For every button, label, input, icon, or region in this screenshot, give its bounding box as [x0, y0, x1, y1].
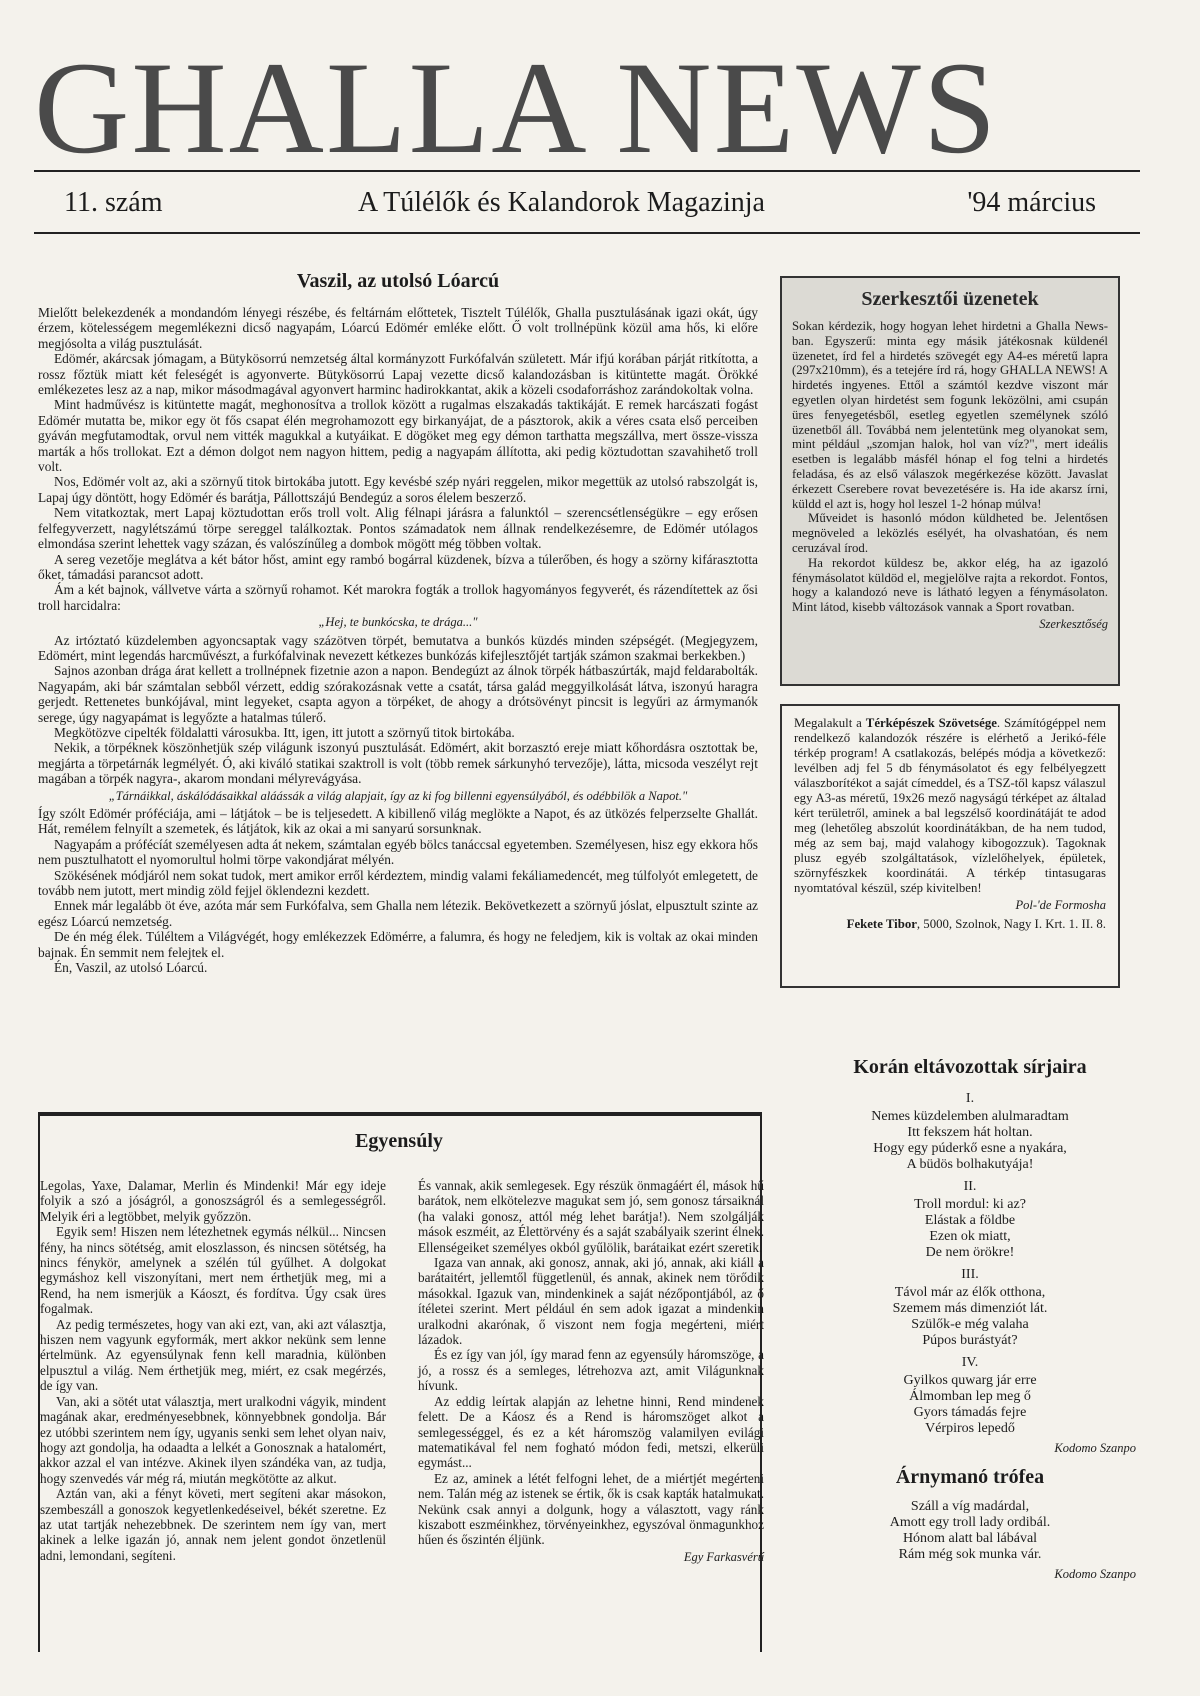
poem-line: Rám még sok munka vár. — [898, 1547, 1042, 1562]
article-paragraph: Edömér, akárcsak jómagam, a Bütykösorrú nemzetség által kormányzott Furkófalván született. Már ifjú korában párját ritkította, a rossz főztük miatt két feleségét is agyonverte. Bütykösorrú Lapaj vezette dicső kalandozásban is kitüntette magát. Örökké emlékezetes lesz az a nap, mikor másodmagával agyonvert harminc hadirokkantat, akik a közeli csodaforráshoz zarándokoltak volna. — [38, 351, 758, 398]
balance-rule-top — [38, 1112, 760, 1116]
masthead-rule-bottom — [34, 232, 1140, 234]
poem-line: Hónom alatt bal lábával — [902, 1531, 1038, 1546]
balance-paragraph: Igaza van annak, aki gonosz, annak, aki jó, annak, aki kiáll a barátaitért, jellemtől függetlenül, és annak, akinek nem törődik másokkal. Igazuk van, mindenkinek a saját nézőpontjából, az ő ítéletei szerint. Mert például én sem adok igazat a mindenkin uralkodni akarónak, ő viszont nem fogja megérteni, miért lázadok. — [418, 1255, 764, 1348]
editorial-box — [780, 276, 1120, 686]
editorial-paragraph: Műveidet is hasonló módon küldheted be. Jelentősen megnöveled a leközlés esélyét, ha olvashatóan, és nem ceruzával írod. — [792, 511, 1108, 555]
article-paragraph: Mielőtt belekezdenék a mondandóm lényegi részébe, és feltárnám előttetek, Tisztelt Túlélők, Ghalla pusztulásának igazi okát, úgy érzem, kötelességem megemlékezni dicső nagyapám, Lóarcú Edömér emléke előtt. Ő volt trollnépünk közül ama hős, ki előre megjósolta a világ pusztulását. — [38, 305, 758, 351]
map-text-after: . Számítógéppel nem rendelkező kalandozók részére is elérhető a Jerikó-féle térkép program! A csatlakozás, belépés módja a következő: levélben adj fel 5 db fénymásolatot és egy felbélyegzett válaszborítékot a saját címeddel, és a TSZ-től kapsz válaszul egy A3-as méretű, 19x26 mező nagyságú térképet az általad kért területről, aminek a bal legszélső koordinátáját te adod meg (lehetőleg abszolút koordinátákban, de ha nem tudod, még az sem baj, majd valahogy kibogozzuk). Tagoknak plusz egyéb szolgáltatások, vízlelőhelyek, épületek, szörnyfészkek koordinátái. A térkép tintasugaras nyomtatóval készül, szép kivitelben! — [794, 716, 1106, 895]
balance-paragraph: Az pedig természetes, hogy van aki ezt, van, aki azt választja, hiszen nem vagyunk egyformák, mert akkor nekünk sem lenne értelmünk. Az egyensúlynak fenn kell maradnia, különben elpusztul a világ. Nem érthetjük meg, miért, ez csak megérzés, de így van. — [40, 1316, 386, 1394]
stanza-numeral: I. — [965, 1091, 975, 1106]
poem2-title: Árnymanó trófea — [895, 1466, 1045, 1488]
article-paragraph: Nem vitatkoztak, mert Lapaj köztudottan erős troll volt. Alig félnapi járásra a falunktól – szerencsétlenségükre – egy erősen felfegyverzett, nagylétszámú törpe sereggel találkoztak. Pontos számadatok nem állnak rendelkezésemre, de Edömér utólagos elmondása szerint lehettek vagy százan, és valószínűleg a dombok mögött még többen voltak. — [38, 505, 758, 552]
editorial-signature: Szerkesztőség — [1039, 616, 1108, 631]
article-paragraph: Mint hadművész is kitüntette magát, meghonosítva a trollok között a rugalmas elszakadás taktikáját. E remek harcászati fogást Edömér mutatta be, mikor egy öt fős csapat élén megrohamozott egy birkanyájat, de a pásztorok, akik a véres csata első perceiben gyáván megfutamodtak, orvul nem vitték magukkal a kutyáikat. E dögöket meg egy démon tarthatta megszállva, mert össze-vissza marták a hős trollokat. Ezt a démon dolgot nem nagyon hittem, pedig a nagyapám állította, aki pedig köztudottan szavahihető troll volt. — [38, 397, 758, 475]
poem2-author: Kodomo Szanpo — [1054, 1567, 1136, 1581]
stanza-numeral: IV. — [961, 1355, 979, 1370]
issue-number: 11. szám — [64, 187, 163, 218]
map-society-box — [780, 704, 1120, 988]
issue-line — [34, 180, 1140, 226]
contact-address: , 5000, Szolnok, Nagy I. Krt. 1. II. 8. — [916, 917, 1106, 931]
magazine-subtitle: A Túlélők és Kalandorok Magazinja — [358, 187, 765, 218]
poem-line: Elástak a földbe — [924, 1213, 1016, 1228]
article-paragraph: Ám a két bajnok, vállvetve várta a szörnyű rohamot. Két marokra fogták a trollok hagyományos fegyverét, és rázendítettek az ősi troll harcidalra: — [38, 582, 758, 613]
map-text-before: Megalakult a — [794, 716, 862, 730]
balance-paragraph: Aztán van, aki a fényt követi, mert segíteni akar másokon, szembeszáll a gonoszok kegyetlenkedéseivel, békét szeretne. Ez az utat tartják nehezebbnek. De szerintem nem így van, mert akinek a lelke igazán jó, annak nem jelent gondot önzetlenül adni, lemondani, segíteni. — [40, 1486, 386, 1563]
map-org-name: Térképészek Szövetsége — [865, 716, 997, 730]
balance-paragraph: És ez így van jól, így marad fenn az egyensúly háromszöge, a jó, a rossz és a semleges, létrehozva azt, amit Világunknak hívunk. — [418, 1347, 764, 1394]
poem-line: Nemes küzdelemben alulmaradtam — [871, 1109, 1069, 1124]
balance-paragraph: Ez az, aminek a létét felfogni lehet, de a miértjét megérteni nem. Talán még az istenek se értik, ők is csak kapták hatalmukat. Nekünk csak annyi a dolgunk, hogy a választott, vagy ránk kiszabott eszméinkhez, törvényeinkhez, egyszóval önmagunkhoz hűen és őszintén éljünk. — [418, 1470, 764, 1548]
article-quote: „Hej, te bunkócska, te drága..." — [318, 615, 478, 630]
article-paragraph: A sereg vezetője meglátva a két bátor hőst, amint egy rambó bogárral küzdenek, bízva a túlerőben, és hogy a szörny kifárasztotta őket, támadási parancsot adott. — [38, 551, 758, 582]
balance-column-right — [418, 1178, 764, 1565]
poem-line: Vérpiros lepedő — [925, 1421, 1015, 1436]
editorial-paragraph: Ha rekordot küldesz be, akkor elég, ha az igazoló fénymásolatot küldöd el, megjelölve rajta a rekordot. Fontos, hogy a kalandozó neve is látható legyen a fénymásolaton. Mint látod, kisebb változások vannak a Sport rovatban. — [792, 555, 1108, 615]
poem-author: Kodomo Szanpo — [1054, 1441, 1136, 1455]
poem-line: Távol már az élők otthona, — [894, 1285, 1046, 1300]
balance-paragraph: Legolas, Yaxe, Dalamar, Merlin és Mindenki! Már egy ideje folyik a szó a jóságról, a gonoszságról és a semlegességről. Melyik éri a legtöbbet, melyik győzzön. — [40, 1178, 386, 1224]
balance-paragraph: Egyik sem! Hiszen nem létezhetnek egymás nélkül... Nincsen fény, ha nincs sötétség, amit eloszlasson, és nincsen sötétség, ha nincs fénykör, amelynek a szélén túl gyűlhet. A dolgokat egymáshoz kell viszonyítani, mert nem érthetjük meg, mi a Rend, ha nem ismerjük a Káoszt, és fordítva. Úgy csak üres fogalmak. — [40, 1224, 386, 1317]
masthead-rule-top — [34, 170, 1140, 172]
article-paragraph: Sajnos azonban drága árat kellett a trollnépnek fizetnie azon a napon. Bendegúzt az álnok törpék hátbaszúrták, majd feldarabolták. Nagyapám, aki bár számtalan sebből vérzett, eddig szórakozásnak vette a csatát, társa galád meggyilkolását látva, iszonyú haragra gerjedt. Rettenetes bunkójával, mint legyeket, csapta agyon a törpéket, de ahogy a drótsövényt pincsit is legyűri az ármymanók serege, úgy nagyapámat is legyőzte a hatalmas túlerő. — [38, 663, 758, 725]
article-paragraph: Szökésének módjáról nem sokat tudok, mert amikor erről kérdeztem, mindig valami fekáliamedencét, meg túlfolyót emlegetett, de tovább nem jutott, mert mindig zöld fejjel öklendezni kezdett. — [38, 867, 758, 899]
balance-signature: Egy Farkasvérű — [683, 1549, 764, 1564]
poem-line: Szemem más dimenziót lát. — [892, 1301, 1048, 1316]
poems-title: Korán eltávozottak sírjaira — [853, 1056, 1087, 1078]
masthead-title: GHALLA NEWS — [34, 34, 999, 181]
editorial-paragraph: Sokan kérdezik, hogy hogyan lehet hirdetni a Ghalla News-ban. Egyszerű: minta egy másik játékosnak küldenél üzenetet, írd fel a hirdetés szövegét egy A4-es méretű lapra (297x210mm), és a tetejére írd rá, hogy GHALLA NEWS! A hirdetés ingyenes. Ettől a számtól kezdve viszont már egyetlen olyan hirdetést sem fogunk leközölni, ami csupán üres fenyegetésből, esetleg egyetlen személynek szóló üzenetből áll. Továbbá nem jelentetünk meg olyanokat sem, mint például „szomjan halok, hol van víz?", mert ideális esetben is legalább másfél hónap el fog telni a hirdetés feladása, és az első válaszok megérkezése között. Javaslat érkezett Cserebere rovat bevezetésére is. Ha ide akarsz írni, küldd el azt is, hogy hol leszel 1-2 hónap múlva! — [792, 319, 1108, 511]
article-paragraph: De én még élek. Túléltem a Világvégét, hogy emlékezzek Edömérre, a falumra, és hogy ne feledjem, kik is voltak az okai minden bajnak. Én semmit nem felejtek el. — [38, 929, 758, 960]
poem-line: Itt fekszem hát holtan. — [907, 1125, 1033, 1140]
stanza-numeral: III. — [961, 1267, 979, 1282]
poem-line: De nem örökre! — [925, 1245, 1015, 1260]
poems-section — [800, 1056, 1140, 1592]
poem-line: Ezen ok miatt, — [929, 1229, 1011, 1244]
article-paragraph: Nekik, a törpéknek köszönhetjük szép világunk iszonyú pusztulását. Edömért, akit borzasztó ereje miatt kőhordásra osztottak be, megjárta a törpetárnák legmélyét. Ó, aki kiváló statikai szaktroll is volt (több remek sárkunyhó tervezője), látta, micsoda veszélyt rejt magában a törpék nagyra-, akarom mondani mélyrevágyása. — [38, 740, 758, 787]
article-paragraph: Így szólt Edömér próféciája, ami – látjátok – be is teljesedett. A kibillenő világ meglökte a Napot, és az ütközés felperzselte Ghallát. Hát, remélem felnyílt a szemetek, és látjátok, kik az okai a mi sanyarú sorsunknak. — [38, 806, 758, 837]
map-contact — [794, 917, 1106, 932]
contact-name: Fekete Tibor — [846, 917, 917, 931]
poem-line: Gyilkos quwarg jár erre — [903, 1373, 1037, 1388]
poem-line: Troll mordul: ki az? — [914, 1197, 1026, 1212]
poem-line: Álmomban lep meg ő — [909, 1389, 1031, 1404]
article-paragraph: Nos, Edömér volt az, aki a szörnyű titok birtokába jutott. Egy kevésbé szép nyári reggelen, mikor megettük az utolsó rabszolgát is, Lapaj úgy döntött, hogy Edömér és barátja, Pállottszájú Bendegúz a soros élelem beszerző. — [38, 474, 758, 505]
poem-line: A büdös bolhakutyája! — [906, 1157, 1034, 1172]
poem-line: Amott egy troll lady ordibál. — [889, 1515, 1051, 1530]
poem-line: Szülők-e még valaha — [911, 1317, 1029, 1332]
article-paragraph: Én, Vaszil, az utolsó Lóarcú. — [54, 960, 208, 976]
balance-column-left — [40, 1178, 386, 1563]
poem-line: Száll a víg madárdal, — [910, 1499, 1030, 1514]
balance-title: Egyensúly — [355, 1130, 443, 1152]
stanza-numeral: II. — [963, 1179, 977, 1194]
issue-date: '94 március — [967, 187, 1096, 218]
article-paragraph: Az irtóztató küzdelemben agyoncsaptak vagy százötven törpét, bemutatva a bunkós küzdés minden szépségét. (Megjegyzem, Edömért, mint legendás harcművészt, a furkófalvinak nevezett kétkezes bunkózás kifejlesztőjét tartják számon szakmai berkekben.) — [38, 632, 758, 663]
balance-paragraph: Van, aki a sötét utat választja, mert uralkodni vágyik, mindent magának akar, eredményesebbnek, könnyebbnek gondolja. Bár ez utóbbi szerintem nem így, ugyanis senki sem lehet olyan naiv, hogy azt gondolja, ha odaadta a lelkét a Gonosznak a hatalomért, akkor azzal el van intézve. Akinek ilyen szándéka van, az tudja, hogy szenvedés vár még rá, miután megkötötte az alkut. — [40, 1393, 386, 1486]
article-paragraph: Megkötözve cipelték földalatti városukba. Itt, igen, itt jutott a szörnyű titok birtokába. — [54, 724, 515, 740]
article-paragraph: Ennek már legalább öt éve, azóta már sem Furkófalva, sem Ghalla nem létezik. Bekövetkezett a szörnyű jóslat, elpusztult szinte az egész Lóarcú nemzetség. — [38, 898, 758, 929]
article-vaszil — [38, 270, 758, 975]
map-society-text — [794, 716, 1106, 896]
balance-paragraph: Az eddig leírtak alapján az lehetne hinni, Rend mindenek felett. De a Káosz és a Rend is háromszöget alkot a semlegességgel, és ez a két háromszög valamilyen evilági matematikával fel nem fogható módon fedi, metszi, elkerüli egymást... — [418, 1393, 764, 1471]
article-title: Vaszil, az utolsó Lóarcú — [296, 270, 500, 292]
article-paragraph: Nagyapám a prófécíát személyesen adta át nekem, számtalan egyéb bölcs tanáccsal egyetemben. Személyesen, hisz egy ekkora hős nem pusztulhatott el nyomorultul holmi törpe vakondjárat mélyén. — [38, 836, 758, 868]
article-quote: „Tárnáikkal, áskálódásaikkal aláássák a világ alapjait, így az ki fog billenni egyensúlyából, és odébbilök a Napot." — [108, 788, 688, 803]
poem-line: Hogy egy púderkő esne a nyakára, — [873, 1141, 1067, 1156]
poem-line: Gyors támadás fejre — [913, 1405, 1027, 1420]
map-signature: Pol-'de Formosha — [1015, 898, 1106, 912]
editorial-title: Szerkesztői üzenetek — [861, 288, 1039, 310]
poem-line: Púpos burástyát? — [922, 1333, 1018, 1348]
balance-paragraph: És vannak, akik semlegesek. Egy részük önmagáért él, mások hű barátok, nem elkötelezve magukat sem jó, sem gonosz társaiknál (ha valaki gonosz, attól még lehet barátja!). Nem szolgálják mások eszméit, az Élettörvény és a saját szabályaik szerint élnek. Ellenségeiket személyes okból gyűlölik, barátaikat ezért szeretik. — [418, 1178, 764, 1255]
